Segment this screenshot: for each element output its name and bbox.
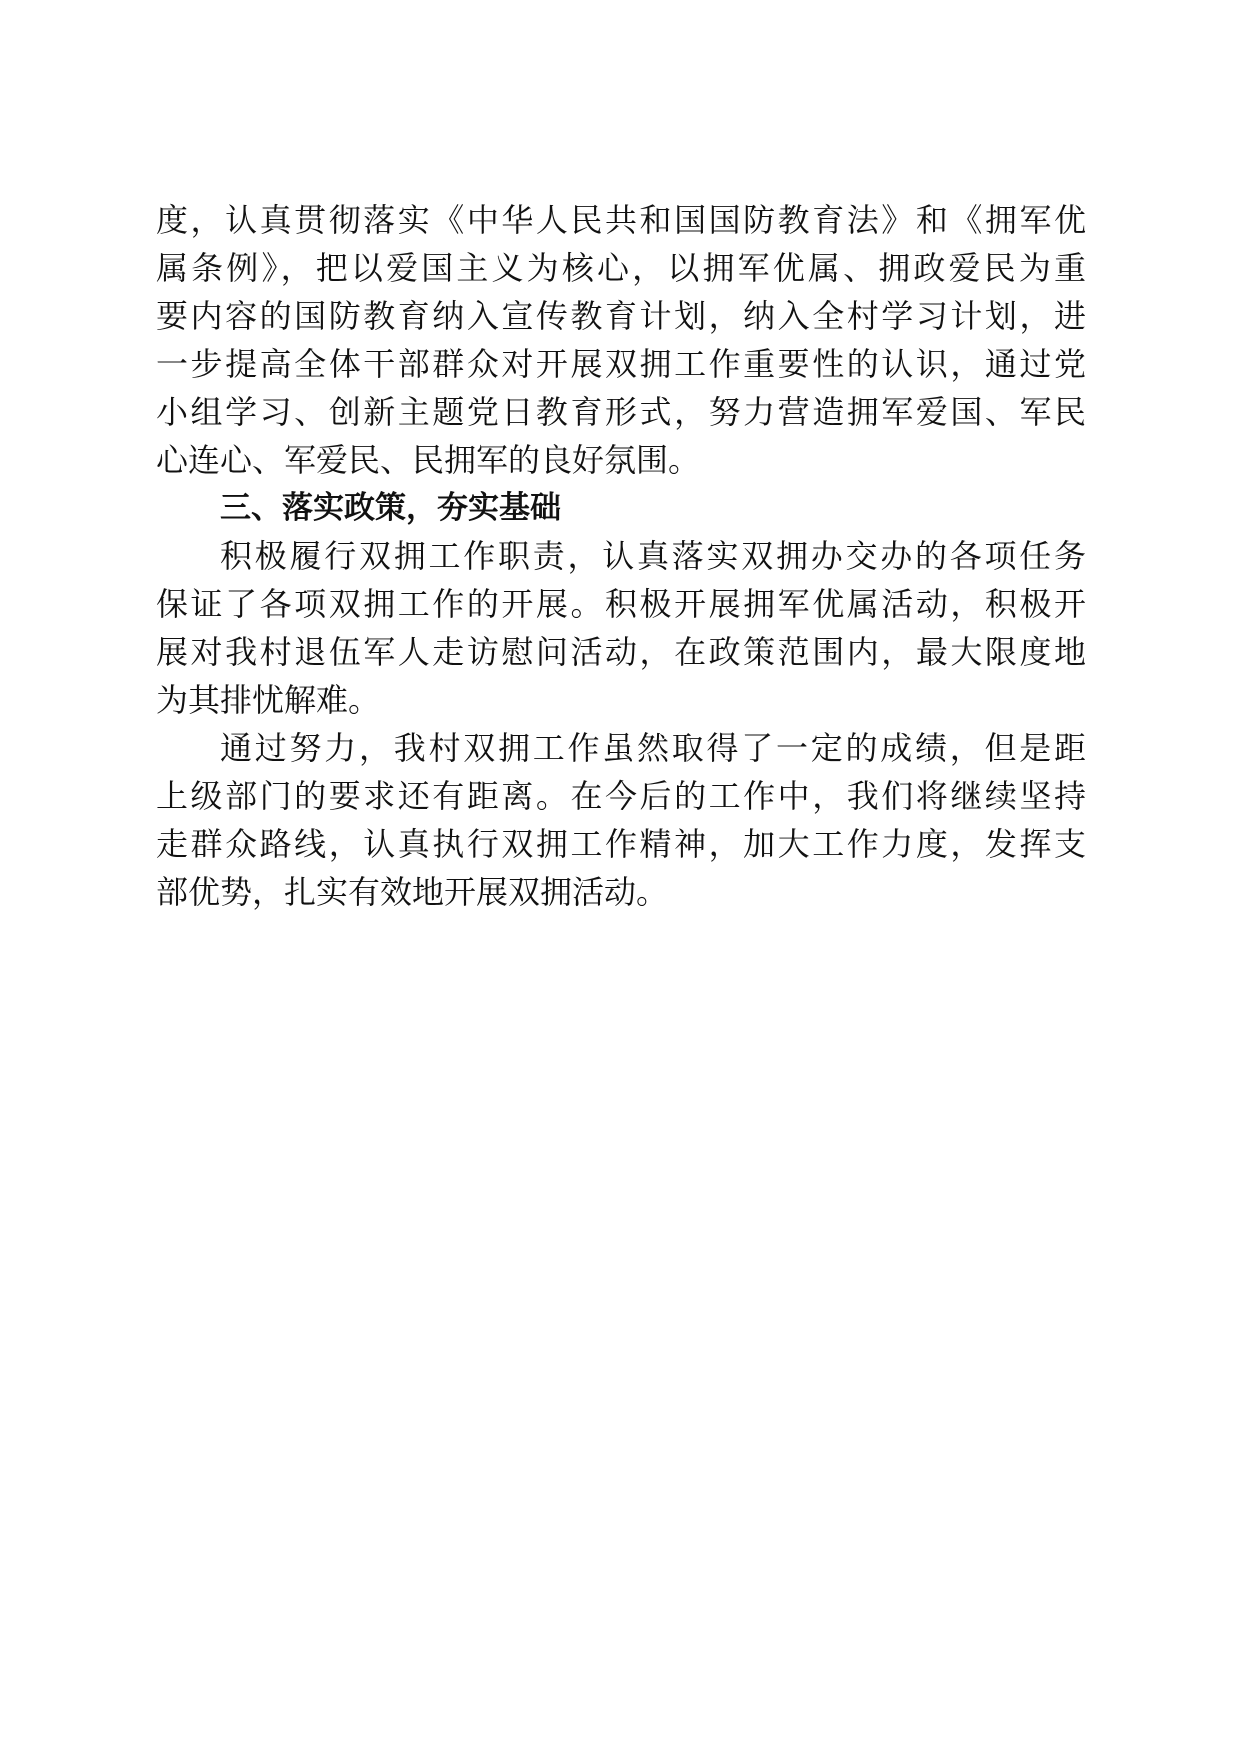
paragraph-1-line-6: 心连心、军爱民、民拥军的良好氛围。 bbox=[156, 441, 701, 479]
paragraph-3 bbox=[156, 724, 1086, 916]
paragraph-1-line-3: 要内容的国防教育纳入宣传教育计划，纳入全村学习计划，进 bbox=[156, 297, 1086, 335]
paragraph-2-line-3: 展对我村退伍军人走访慰问活动，在政策范围内，最大限度地 bbox=[156, 633, 1086, 671]
paragraph-1-line-4: 一步提高全体干部群众对开展双拥工作重要性的认识，通过党 bbox=[156, 345, 1086, 383]
paragraph-3-line-4: 部优势，扎实有效地开展双拥活动。 bbox=[156, 873, 669, 911]
section-heading-3: 三、落实政策，夯实基础 bbox=[220, 490, 561, 526]
paragraph-1-line-5: 小组学习、创新主题党日教育形式，努力营造拥军爱国、军民 bbox=[156, 393, 1086, 431]
paragraph-3-line-1: 通过努力，我村双拥工作虽然取得了一定的成绩，但是距 bbox=[220, 729, 1086, 767]
paragraph-1-line-1: 度，认真贯彻落实《中华人民共和国国防教育法》和《拥军优 bbox=[156, 201, 1086, 239]
paragraph-2 bbox=[156, 532, 1086, 724]
document-body bbox=[156, 196, 1086, 916]
paragraph-2-line-1: 积极履行双拥工作职责，认真落实双拥办交办的各项任务 bbox=[220, 537, 1086, 575]
paragraph-3-line-3: 走群众路线，认真执行双拥工作精神，加大工作力度，发挥支 bbox=[156, 825, 1086, 863]
paragraph-1 bbox=[156, 196, 1086, 484]
paragraph-1-line-2: 属条例》，把以爱国主义为核心，以拥军优属、拥政爱民为重 bbox=[156, 249, 1086, 287]
paragraph-3-line-2: 上级部门的要求还有距离。在今后的工作中，我们将继续坚持 bbox=[156, 777, 1086, 815]
paragraph-2-line-4: 为其排忧解难。 bbox=[156, 681, 381, 719]
paragraph-2-line-2: 保证了各项双拥工作的开展。积极开展拥军优属活动，积极开 bbox=[156, 585, 1086, 623]
